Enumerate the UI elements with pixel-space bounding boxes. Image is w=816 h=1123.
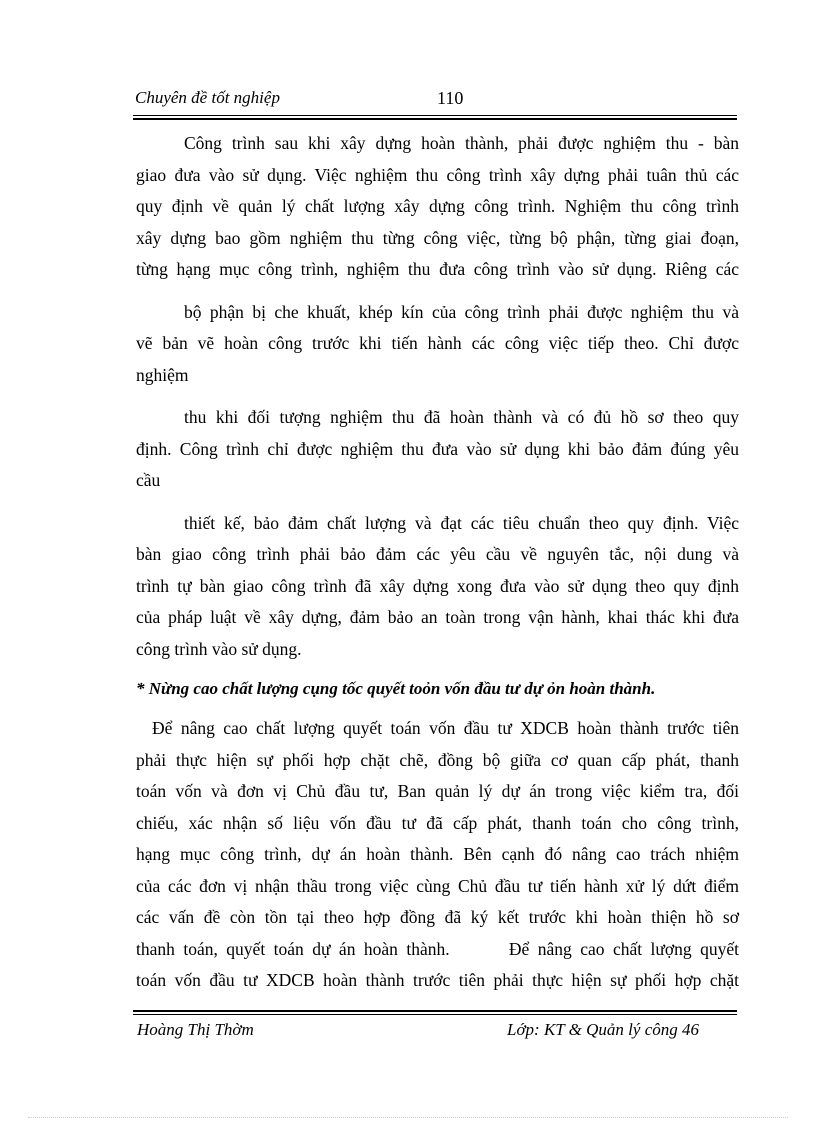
paragraph-5 bbox=[136, 713, 739, 997]
text-line: của các đơn vị nhận thầu trong việc cùng Chủ đầu tư tiến hành xử lý dứt điểm bbox=[136, 875, 739, 896]
paragraph-3 bbox=[136, 402, 739, 497]
page-edge-divider bbox=[28, 1117, 788, 1118]
text-line: công trình vào sử dụng. bbox=[136, 638, 302, 659]
text-line: nghiệm bbox=[136, 364, 189, 385]
paragraph-2 bbox=[136, 297, 739, 392]
footer-rule-top bbox=[133, 1010, 737, 1012]
text-line: toán vốn và đơn vị Chủ đầu tư, Ban quản lý dự án trong việc kiểm tra, đối bbox=[136, 781, 739, 801]
text-line: của pháp luật về xây dựng, đảm bảo an toàn trong vận hành, khai thác khi đưa bbox=[136, 607, 739, 627]
text-line: vẽ bản vẽ hoàn công trước khi tiến hành các công việc tiếp theo. Chỉ được bbox=[136, 333, 739, 353]
footer-class: Lớp: KT & Quản lý công 46 bbox=[507, 1020, 699, 1039]
text-line: phải thực hiện sự phối hợp chặt chẽ, đồng bộ giữa cơ quan cấp phát, thanh bbox=[136, 749, 739, 770]
text-line: chiếu, xác nhận số liệu vốn đầu tư đã cấp phát, thanh toán cho công trình, bbox=[136, 812, 739, 833]
text-line: xây dựng bao gồm nghiệm thu từng công việc, từng bộ phận, từng giai đoạn, bbox=[136, 227, 739, 248]
text-line: quy định về quản lý chất lượng xây dựng công trình. Nghiệm thu công trình bbox=[136, 196, 739, 216]
text-line: cầu bbox=[136, 470, 161, 490]
header-rule-bottom bbox=[133, 118, 737, 120]
text-line: từng hạng mục công trình, nghiệm thu đưa công trình vào sử dụng. Riêng các bbox=[136, 259, 739, 279]
header-rule-top bbox=[133, 115, 737, 116]
text-line: bộ phận bị che khuất, khép kín của công trình phải được nghiệm thu và bbox=[184, 301, 739, 322]
page-number: 110 bbox=[437, 88, 464, 108]
footer-rule-bottom bbox=[133, 1014, 737, 1015]
text-line: hạng mục công trình, dự án hoàn thành. Bên cạnh đó nâng cao trách nhiệm bbox=[136, 844, 739, 864]
text-line: các vấn đề còn tồn tại theo hợp đồng đã ký kết trước khi hoàn thiện hồ sơ bbox=[136, 907, 739, 927]
text-line: bàn giao công trình phải bảo đảm các yêu cầu về nguyên tắc, nội dung và bbox=[136, 544, 739, 564]
document-body bbox=[136, 128, 739, 997]
section-heading: * Nừng cao chất lượng cụng tốc quyết toỏn vốn đầu tư dự ỏn hoàn thành. bbox=[136, 679, 656, 698]
text-line: toán vốn đầu tư XDCB hoàn thành trước tiên phải thực hiện sự phối hợp chặt bbox=[136, 970, 739, 990]
text-line: trình tự bàn giao công trình đã xây dựng xong đưa vào sử dụng theo quy định bbox=[136, 575, 739, 596]
text-line: Công trình sau khi xây dựng hoàn thành, phải được nghiệm thu - bàn bbox=[184, 133, 739, 153]
text-line: thanh toán, quyết toán dự án hoàn thành. Để nâng cao chất lượng quyết bbox=[136, 938, 739, 959]
text-line: thu khi đối tượng nghiệm thu đã hoàn thành và có đủ hồ sơ theo quy bbox=[184, 407, 739, 427]
text-line: thiết kế, bảo đảm chất lượng và đạt các tiêu chuẩn theo quy định. Việc bbox=[184, 512, 739, 533]
footer-author: Hoàng Thị Thờm bbox=[137, 1020, 254, 1039]
paragraph-1 bbox=[136, 128, 739, 286]
paragraph-4 bbox=[136, 508, 739, 666]
text-line: định. Công trình chỉ được nghiệm thu đưa vào sử dụng khi bảo đảm đúng yêu bbox=[136, 438, 739, 459]
text-line: giao đưa vào sử dụng. Việc nghiệm thu công trình xây dựng phải tuân thủ các bbox=[136, 164, 739, 185]
text-line: Để nâng cao chất lượng quyết toán vốn đầu tư XDCB hoàn thành trước tiên bbox=[152, 718, 739, 738]
header-title: Chuyên đề tốt nghiệp bbox=[135, 88, 280, 107]
